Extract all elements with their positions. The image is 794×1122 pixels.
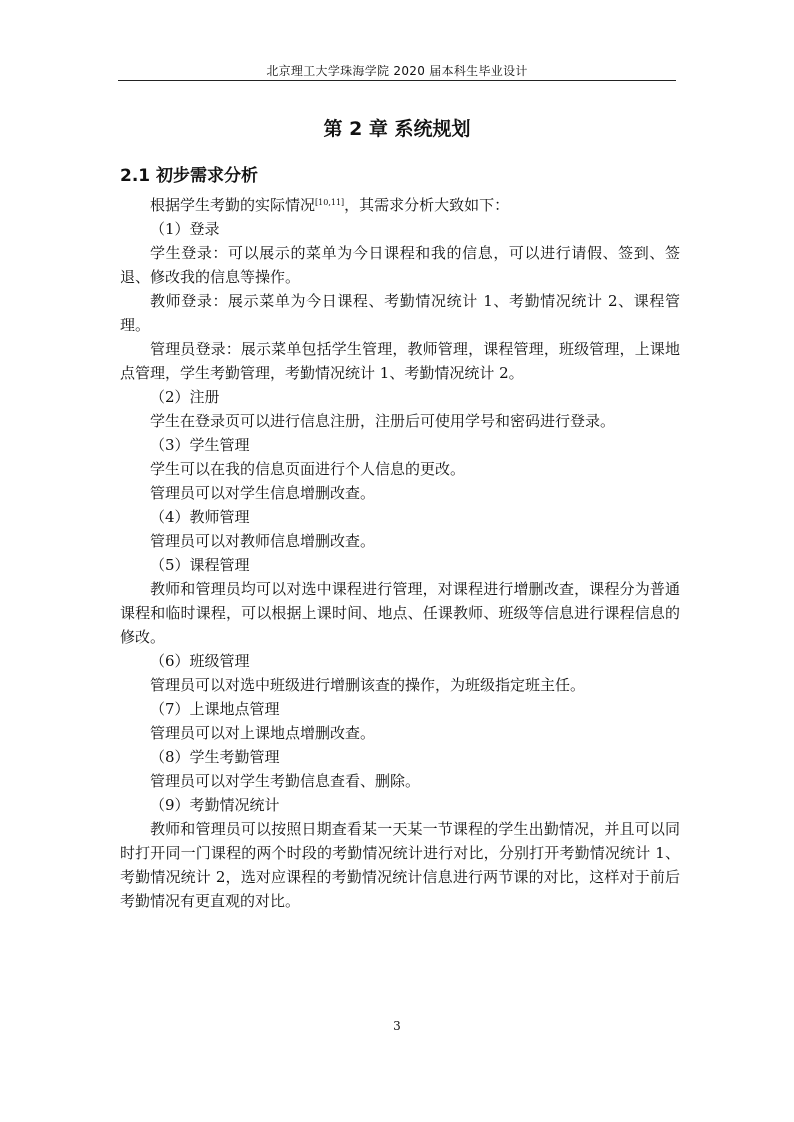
intro-paragraph [120, 193, 680, 217]
paragraph-student-login: 学生登录：可以展示的菜单为今日课程和我的信息，可以进行请假、签到、签退、修改我的信息等操作。 [120, 244, 680, 286]
paragraph-class-mgmt: 管理员可以对选中班级进行增删该查的操作，为班级指定班主任。 [150, 676, 586, 694]
paragraph-location-mgmt: 管理员可以对上课地点增删改查。 [150, 724, 376, 742]
paragraph-register: 学生在登录页可以进行信息注册，注册后可使用学号和密码进行登录。 [150, 412, 616, 430]
paragraph-attendance-mgmt-heading: （8）学生考勤管理 [150, 748, 280, 766]
paragraph-class-mgmt-heading: （6）班级管理 [150, 652, 250, 670]
paragraph-login-heading: （1）登录 [150, 220, 220, 238]
paragraph-admin-login: 管理员登录：展示菜单包括学生管理，教师管理，课程管理，班级管理，上课地点管理，学生考勤管理，考勤情况统计 1、考勤情况统计 2。 [120, 340, 680, 382]
paragraph-student-mgmt-1: 学生可以在我的信息页面进行个人信息的更改。 [150, 460, 466, 478]
intro-text-end: ，其需求分析大致如下： [344, 196, 510, 214]
paragraph-course-mgmt: 教师和管理员均可以对选中课程进行管理，对课程进行增删改查，课程分为普通课程和临时课程，可以根据上课时间、地点、任课教师、班级等信息进行课程信息的修改。 [120, 580, 680, 646]
section-title: 2.1 初步需求分析 [120, 166, 259, 186]
header-divider [118, 80, 676, 81]
paragraph-student-mgmt-heading: （3）学生管理 [150, 436, 250, 454]
paragraph-teacher-mgmt-heading: （4）教师管理 [150, 508, 250, 526]
paragraph-attendance-mgmt: 管理员可以对学生考勤信息查看、删除。 [150, 772, 421, 790]
paragraph-location-mgmt-heading: （7）上课地点管理 [150, 700, 280, 718]
paragraph-course-mgmt-heading: （5）课程管理 [150, 556, 250, 574]
chapter-title: 第 2 章 系统规划 [323, 118, 471, 140]
intro-text: 根据学生考勤的实际情况 [150, 196, 316, 214]
paragraph-student-mgmt-2: 管理员可以对学生信息增删改查。 [150, 484, 376, 502]
paragraph-teacher-login: 教师登录：展示菜单为今日课程、考勤情况统计 1、考勤情况统计 2、课程管理。 [120, 292, 680, 334]
paragraph-teacher-mgmt: 管理员可以对教师信息增删改查。 [150, 532, 376, 550]
paragraph-statistics: 教师和管理员可以按照日期查看某一天某一节课程的学生出勤情况，并且可以同时打开同一门课程的两个时段的考勤情况统计进行对比，分别打开考勤情况统计 1、考勤情况统计 2，选对应课程的考勤情况统计信息进行两节课的对比，这样对于前后考勤情况有更直观的对比。 [120, 820, 680, 910]
body-text [120, 193, 680, 913]
page-header: 北京理工大学珠海学院 2020 届本科生毕业设计 [266, 64, 528, 78]
paragraph-register-heading: （2）注册 [150, 388, 220, 406]
page-number: 3 [393, 1019, 401, 1033]
citation-superscript: [10,11] [315, 198, 345, 207]
paragraph-statistics-heading: （9）考勤情况统计 [150, 796, 280, 814]
